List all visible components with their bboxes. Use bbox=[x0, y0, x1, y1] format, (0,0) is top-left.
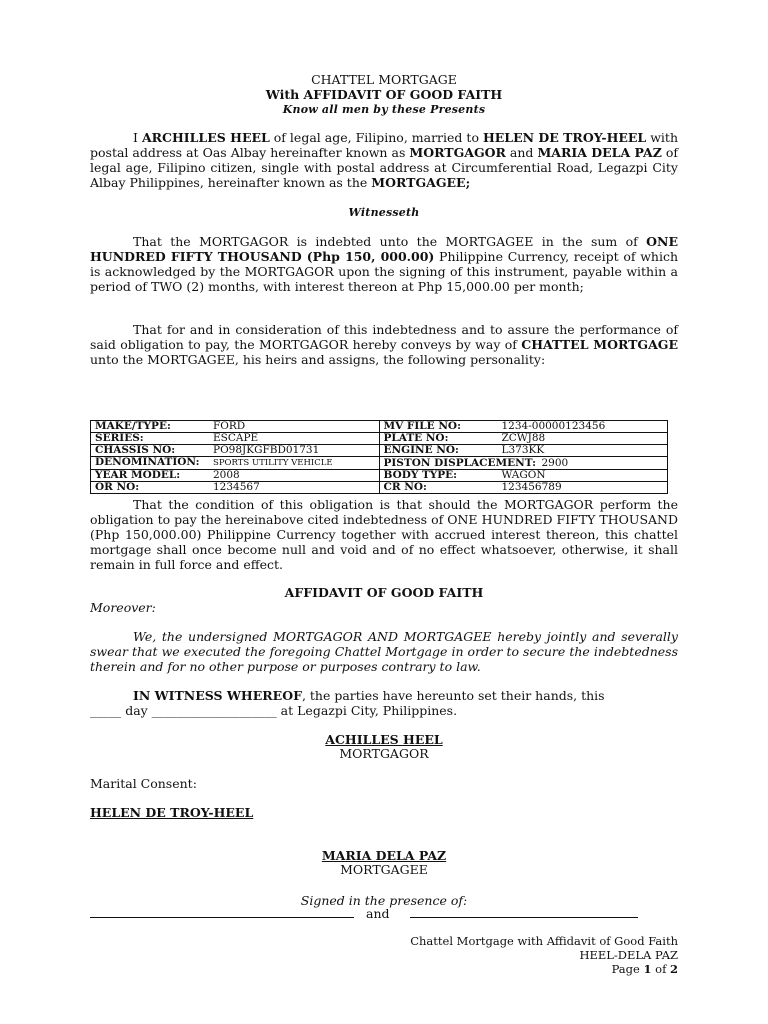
vehicle-field-value: FORD bbox=[213, 420, 246, 432]
intro-paragraph: I ARCHILLES HEEL of legal age, Filipino, married to HELEN DE TROY-HEEL with postal address at Oas Albay hereinafter known as MORTGAGOR and MARIA DELA PAZ of legal age, Filipino citizen, single with postal address at Circumferential Road, Legazpi City Albay Philippines, hereinafter known as the MORTGAGEE; bbox=[90, 130, 679, 190]
vehicle-row bbox=[91, 482, 668, 494]
marital-consent-label: Marital Consent: bbox=[90, 776, 197, 791]
debt-paragraph: That the MORTGAGOR is indebted unto the MORTGAGEE in the sum of ONE HUNDRED FIFTY THOUSAND (Php 150, 000.00) Philippine Currency, receipt of which is acknowledged by the MORTGAGOR upon the signing of this instrument, payable within a period of TWO (2) months, with interest thereon at Php 15,000.00 per month; bbox=[90, 234, 679, 294]
vehicle-cell-left bbox=[91, 482, 380, 494]
vehicle-field-label: DENOMINATION: bbox=[95, 456, 200, 468]
mortgagor-name: ACHILLES HEEL bbox=[325, 732, 443, 747]
vehicle-row bbox=[91, 421, 668, 433]
vehicle-field-label: MV FILE NO: bbox=[383, 420, 461, 432]
vehicle-field-label: PISTON DISPLACEMENT: bbox=[383, 456, 537, 469]
vehicle-cell-right bbox=[379, 421, 668, 433]
vehicle-details-table bbox=[90, 420, 668, 494]
consideration-paragraph: That for and in consideration of this indebtedness and to assure the performance of said obligation to pay, the MORTGAGOR hereby conveys by way of CHATTEL MORTGAGE unto the MORTGAGEE, his heirs and assigns, the following personality: bbox=[90, 322, 679, 367]
vehicle-field-value: 123456789 bbox=[501, 481, 562, 493]
vehicle-field-value: 2008 bbox=[213, 469, 240, 481]
vehicle-field-value: ZCWJ88 bbox=[501, 432, 546, 444]
vehicle-field-value: L373KK bbox=[501, 444, 545, 456]
vehicle-field-value: PO98JKGFBD01731 bbox=[213, 444, 320, 456]
document-tagline: Know all men by these Presents bbox=[282, 103, 486, 116]
vehicle-row bbox=[91, 445, 668, 457]
document-subtitle: With AFFIDAVIT OF GOOD FAITH bbox=[265, 87, 503, 102]
vehicle-field-value: ESCAPE bbox=[213, 432, 259, 444]
vehicle-field-label: OR NO: bbox=[95, 481, 140, 493]
witness-signature-line-1 bbox=[90, 917, 354, 918]
vehicle-field-label: ENGINE NO: bbox=[383, 444, 459, 456]
vehicle-field-value: WAGON bbox=[501, 469, 546, 481]
vehicle-cell-left bbox=[91, 421, 380, 433]
affidavit-body: We, the undersigned MORTGAGOR AND MORTGAGEE hereby jointly and severally swear that we executed the foregoing Chattel Mortgage in order to secure the indebtedness therein and for no other purpose or purposes contrary to law. bbox=[90, 629, 678, 674]
vehicle-field-label: MAKE/TYPE: bbox=[95, 420, 171, 432]
document-title: CHATTEL MORTGAGE bbox=[311, 72, 457, 87]
vehicle-cell-right bbox=[379, 457, 668, 470]
footer-parties: HEEL-DELA PAZ bbox=[579, 948, 678, 962]
vehicle-field-label: YEAR MODEL: bbox=[95, 469, 181, 481]
moreover-label: Moreover: bbox=[90, 600, 156, 615]
vehicle-cell-right bbox=[379, 433, 668, 445]
vehicle-row bbox=[91, 433, 668, 445]
vehicle-field-value: 1234567 bbox=[213, 481, 260, 493]
mortgagor-role: MORTGAGOR bbox=[339, 746, 429, 761]
vehicle-field-label: CHASSIS NO: bbox=[95, 444, 176, 456]
mortgagee-role: MORTGAGEE bbox=[340, 862, 428, 877]
and-label: and bbox=[366, 906, 390, 921]
vehicle-field-label: SERIES: bbox=[95, 432, 144, 444]
vehicle-cell-right bbox=[379, 470, 668, 482]
spouse-name: HELEN DE TROY-HEEL bbox=[90, 805, 254, 820]
footer-title: Chattel Mortgage with Affidavit of Good Faith bbox=[410, 934, 678, 948]
mortgagee-name: MARIA DELA PAZ bbox=[321, 848, 447, 863]
vehicle-row bbox=[91, 470, 668, 482]
vehicle-cell-left bbox=[91, 445, 380, 457]
vehicle-cell-right bbox=[379, 445, 668, 457]
vehicle-row bbox=[91, 457, 668, 470]
page-number: Page 1 of 2 bbox=[611, 962, 678, 976]
vehicle-field-value: 1234-00000123456 bbox=[501, 420, 606, 432]
vehicle-cell-left bbox=[91, 457, 380, 470]
vehicle-cell-left bbox=[91, 470, 380, 482]
condition-paragraph: That the condition of this obligation is that should the MORTGAGOR perform the obligation to pay the hereinabove cited indebtedness of ONE HUNDRED FIFTY THOUSAND (Php 150,000.00) Philippine Currency together with accrued interest thereon, this chattel mortgage shall once become null and void and of no effect whatsoever, otherwise, it shall remain in full force and effect. bbox=[90, 497, 678, 572]
vehicle-cell-left bbox=[91, 433, 380, 445]
vehicle-field-label: BODY TYPE: bbox=[383, 469, 458, 481]
vehicle-field-value: SPORTS UTILITY VEHICLE bbox=[213, 458, 333, 468]
witness-signature-line-2 bbox=[410, 917, 638, 918]
witness-paragraph: IN WITNESS WHEREOF, the parties have hereunto set their hands, this _____ day ____________________ at Legazpi City, Philippines. bbox=[90, 688, 605, 718]
witnesseth-heading: Witnesseth bbox=[348, 206, 420, 219]
presence-label: Signed in the presence of: bbox=[300, 893, 468, 908]
affidavit-heading: AFFIDAVIT OF GOOD FAITH bbox=[284, 585, 484, 600]
vehicle-field-label: PLATE NO: bbox=[383, 432, 449, 444]
vehicle-cell-right bbox=[379, 482, 668, 494]
vehicle-field-value: 2900 bbox=[541, 456, 569, 469]
vehicle-field-label: CR NO: bbox=[383, 481, 427, 493]
